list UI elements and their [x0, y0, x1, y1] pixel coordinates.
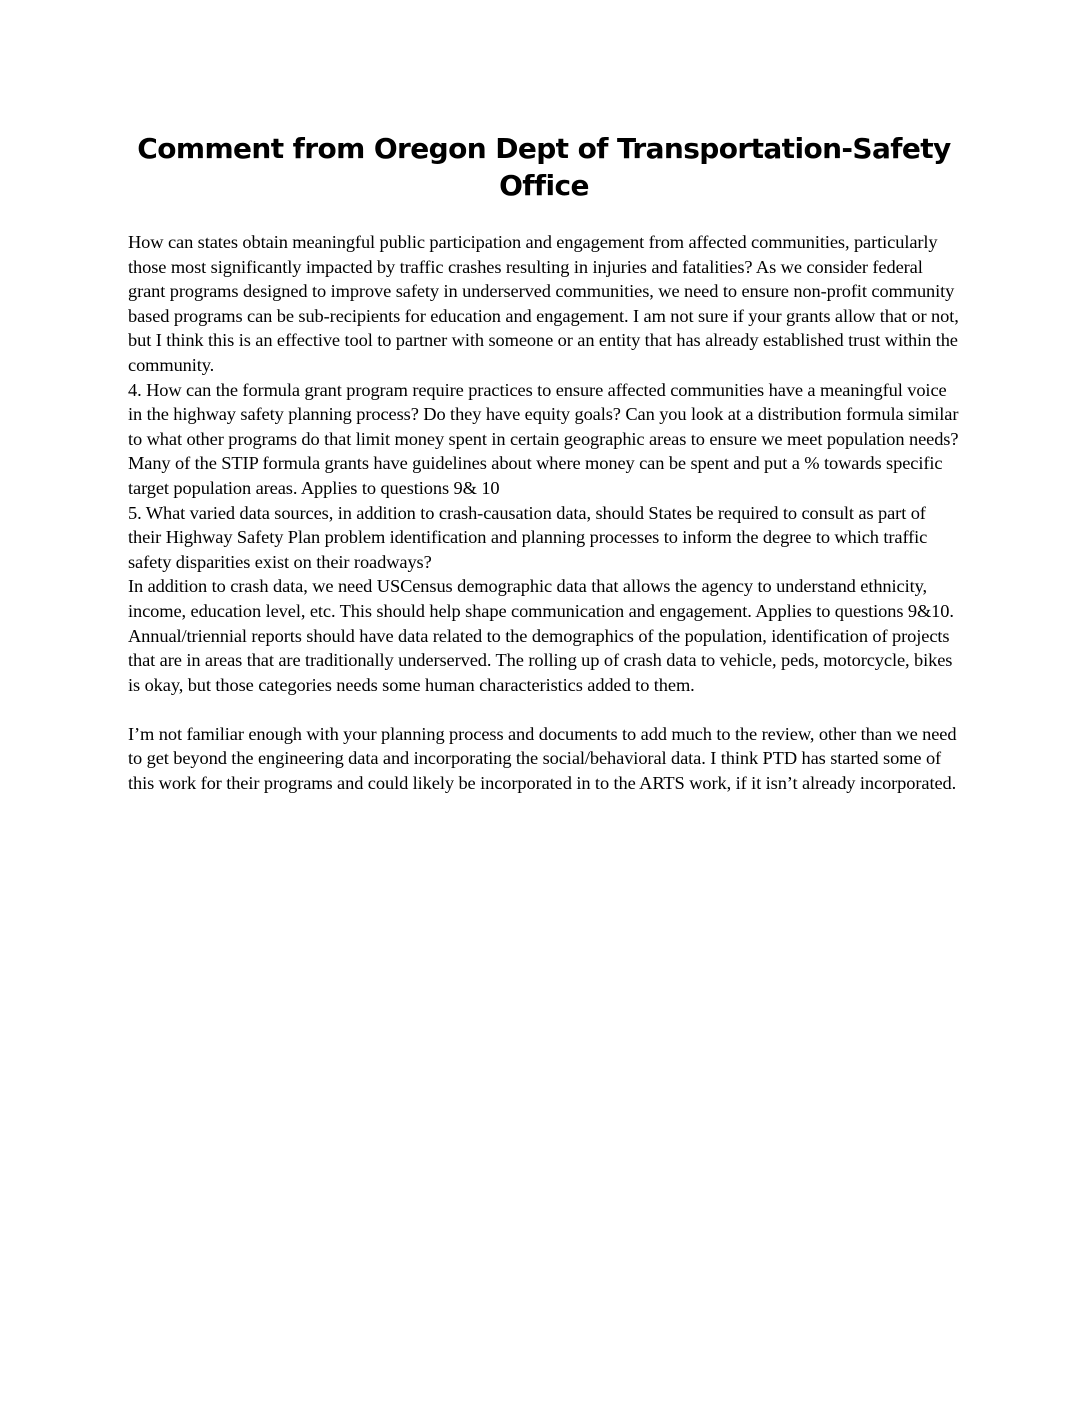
document-body — [128, 230, 960, 796]
paragraph-public-participation: How can states obtain meaningful public participation and engagement from affected communities, particularly those most significantly impacted by traffic crashes resulting in injuries and fatalities? As we consider federal grant programs designed to improve safety in underserved communities, we need to ensure non-profit community based programs can be sub-recipients for education and engagement. I am not sure if your grants allow that or not, but I think this is an effective tool to partner with someone or an entity that has already established trust within the community. — [128, 232, 959, 375]
paragraph-question-4: 4. How can the formula grant program require practices to ensure affected communities have a meaningful voice in the highway safety planning process? Do they have equity goals? Can you look at a distribution formula similar to what other programs do that limit money spent in certain geographic areas to ensure we meet population needs? Many of the STIP formula grants have guidelines about where money can be spent and put a % towards specific target population areas. Applies to questions 9& 10 — [128, 379, 959, 498]
paragraph-closing-remarks: I’m not familiar enough with your planning process and documents to add much to the review, other than we need to get beyond the engineering data and incorporating the social/behavioral data. I think PTD has started some of this work for their programs and could likely be incorporated in to the ARTS work, if it isn’t already incorporated. — [128, 723, 957, 794]
document-title: Comment from Oregon Dept of Transportation-Safety Office — [137, 132, 951, 202]
paragraph-question-5: 5. What varied data sources, in addition to crash-causation data, should States be required to consult as part of their Highway Safety Plan problem identification and planning processes to inform the degree to which traffic safety disparities exist on their roadways? — [128, 502, 928, 572]
paragraph-crash-data-answer: In addition to crash data, we need USCensus demographic data that allows the agency to understand ethnicity, income, education level, etc. This should help shape communication and engagement. Applies to questions 9&10. Annual/triennial reports should have data related to the demographics of the population, identification of projects that are in areas that are traditionally underserved. The rolling up of crash data to vehicle, peds, motorcycle, bikes is okay, but those categories needs some human characteristics added to them. — [128, 576, 954, 695]
